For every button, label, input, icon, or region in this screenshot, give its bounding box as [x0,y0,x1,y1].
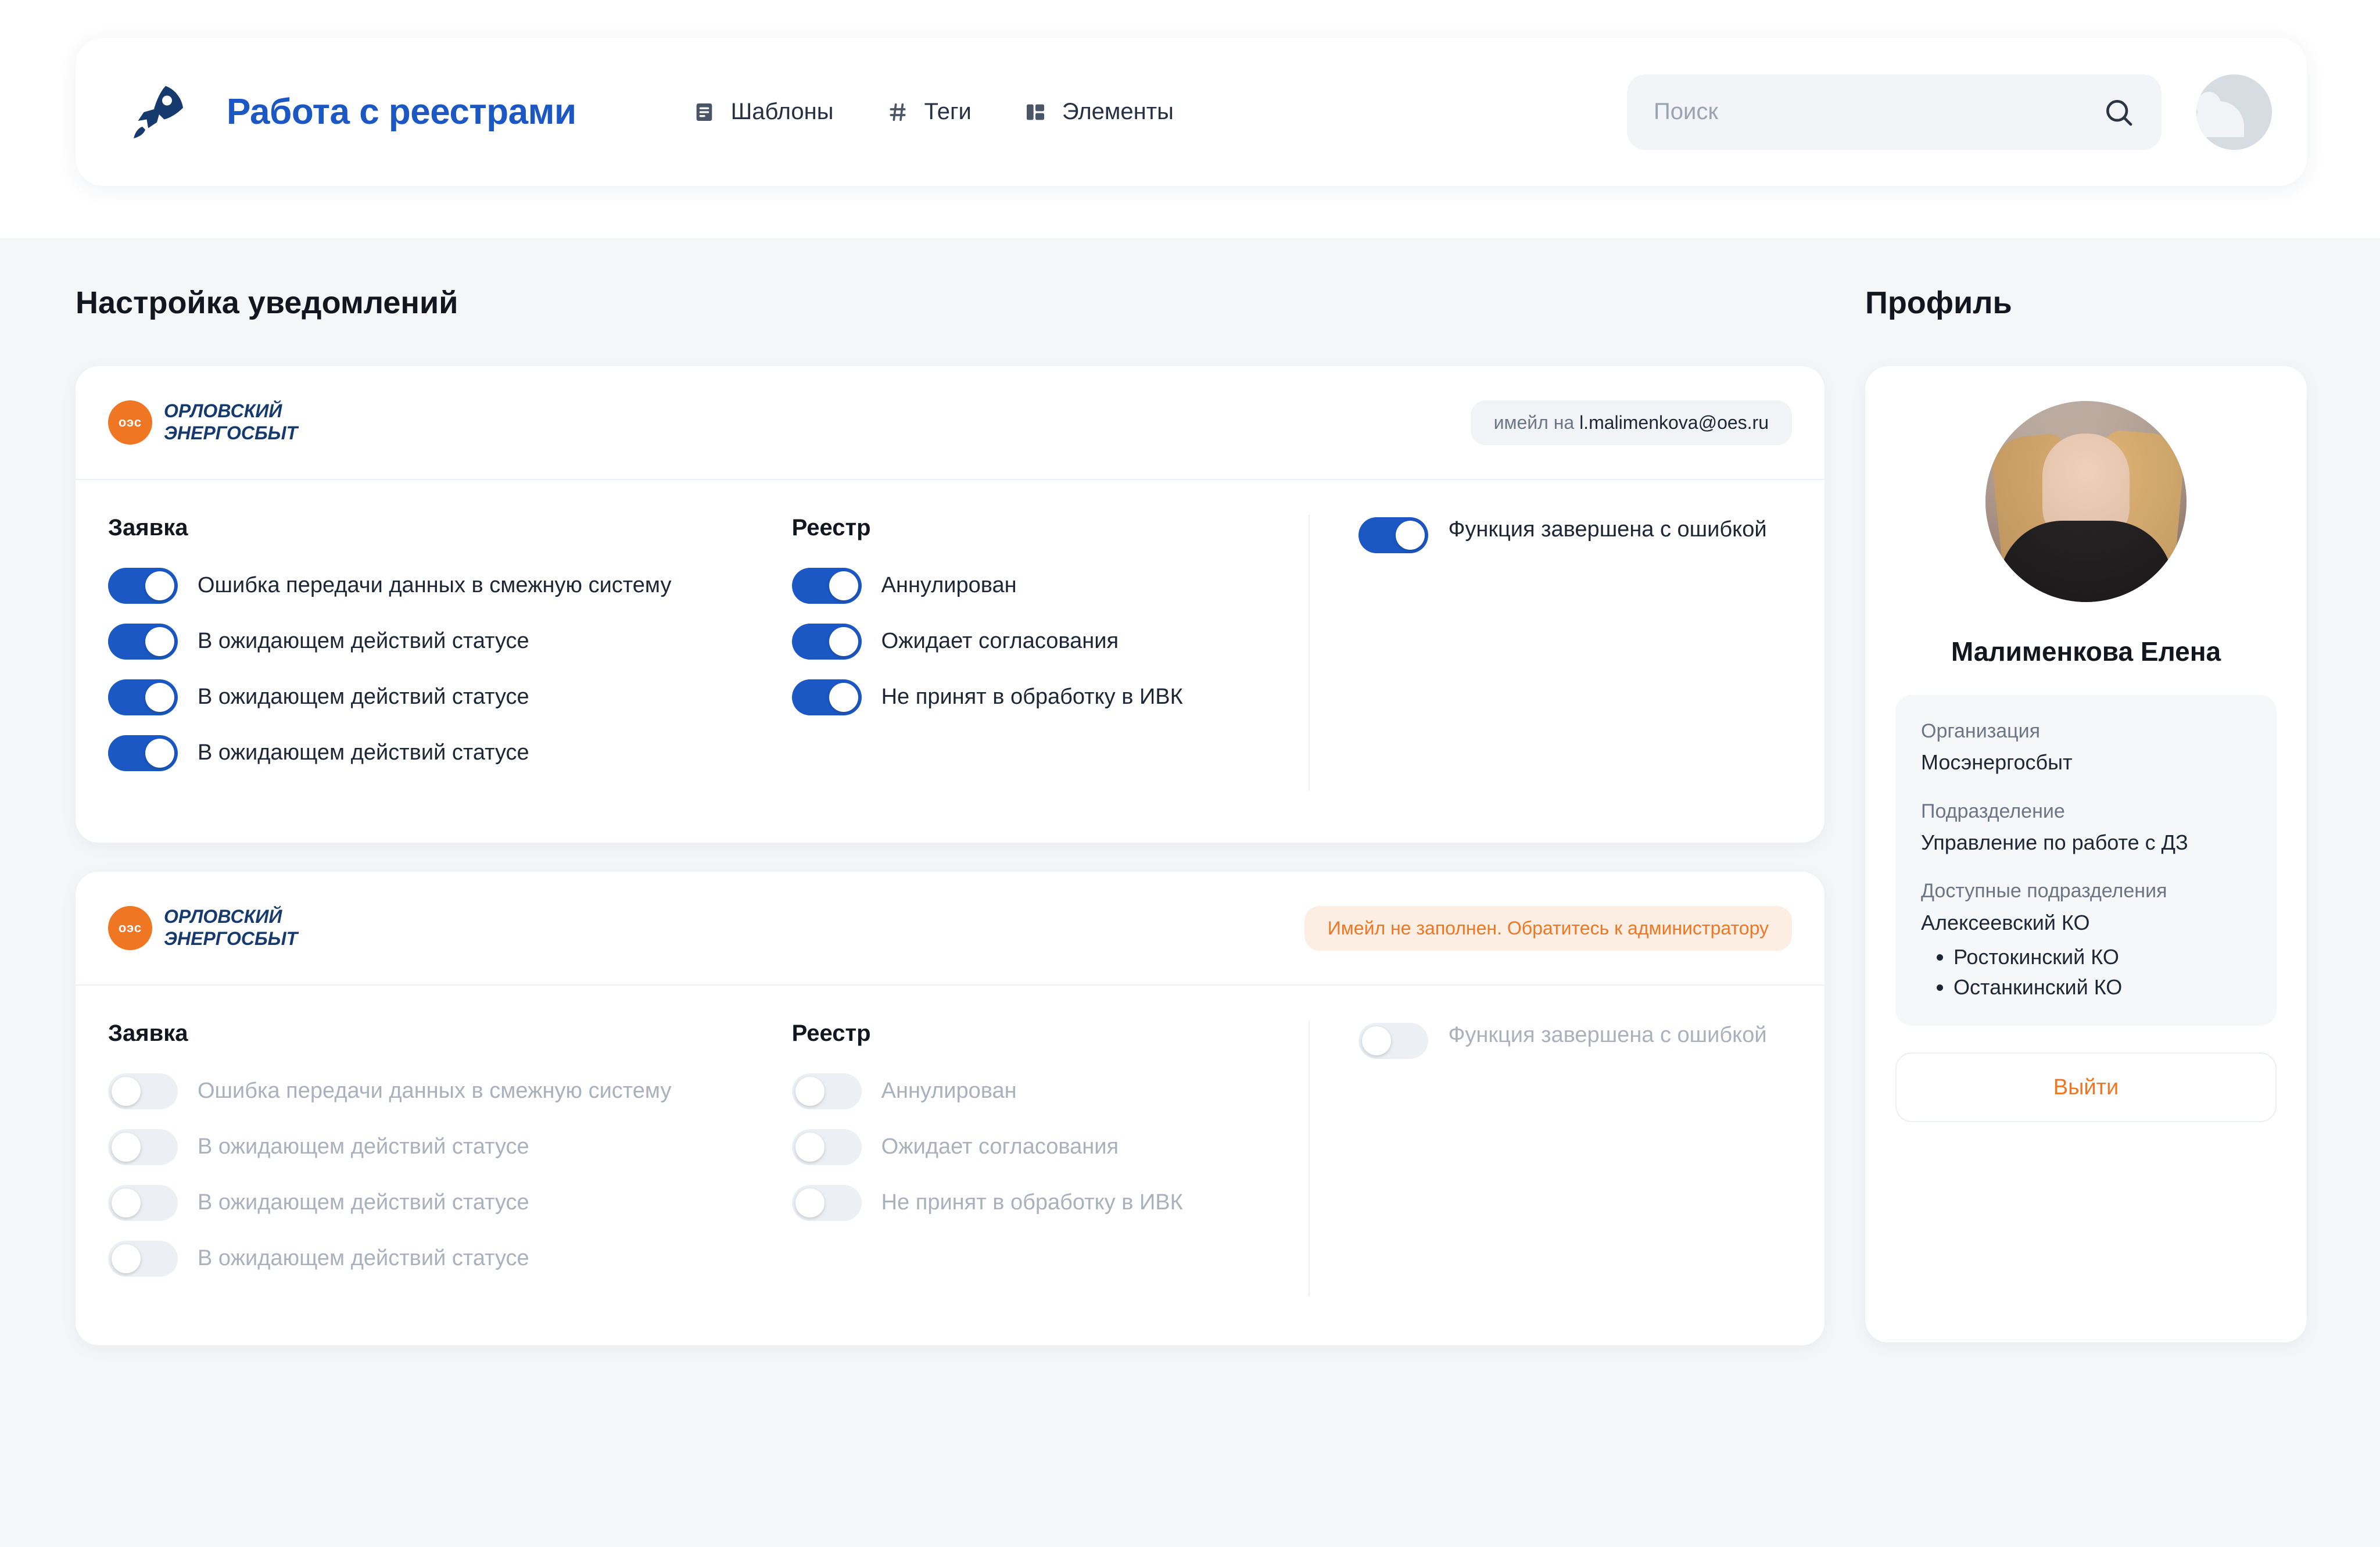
column-registry [792,515,1309,791]
card-header [76,366,1825,480]
profile-organization [1921,718,2251,776]
toggle-label: Ожидает согласования [881,629,1119,654]
toggle-row [108,1073,792,1109]
org-name-line1: ОРЛОВСКИЙ [164,400,282,422]
toggle-row[interactable] [792,624,1309,660]
column-title-registry: Реестр [791,1020,871,1046]
main-nav [693,99,1174,125]
toggle-label: Функция завершена с ошибкой [1448,1023,1767,1047]
toggle-label: Не принят в обработку в ИВК [881,685,1183,710]
page-title: Настройка уведомлений [76,285,458,320]
email-badge [1471,400,1792,445]
toggle-label: В ожидающем действий статусе [198,740,529,765]
toggle-row[interactable] [108,624,792,660]
logout-button[interactable]: Выйти [1895,1052,2277,1122]
toggle-label: Аннулирован [881,1079,1017,1104]
toggle-row [792,1073,1309,1109]
nav-label-tags: Теги [924,99,972,124]
toggle-switch [108,1241,178,1277]
profile-name: Малименкова Елена [1951,636,2221,667]
column-request [108,1020,792,1297]
email-badge-prefix: имейл на [1493,411,1580,433]
rocket-icon [122,77,192,147]
toggle-switch[interactable] [108,735,178,771]
grid-icon [1024,101,1047,124]
toggle-row[interactable] [1359,515,1792,553]
toggle-label: Ошибка передачи данных в смежную систему [198,1079,672,1104]
toggle-row [1359,1020,1792,1059]
toggle-row [792,1129,1309,1165]
available-label: Доступные подразделения [1921,880,2167,903]
toggle-row[interactable] [108,679,792,715]
card-header [76,872,1825,986]
toggle-row[interactable] [108,735,792,771]
toggle-label: Аннулирован [881,573,1017,598]
profile-card [1865,366,2307,1342]
toggle-row [108,1241,792,1277]
column-extra [1309,1020,1792,1297]
toggle-label: В ожидающем действий статусе [198,685,529,710]
organization-value: Мосэнергосбыт [1921,750,2073,775]
brand-title: Работа с реестрами [227,92,576,132]
profile-available-divisions [1921,878,2251,1002]
available-main: Алексеевский КО [1921,910,2090,934]
column-registry [792,1020,1309,1297]
toggle-switch [792,1073,862,1109]
toggle-switch[interactable] [108,624,178,660]
org-logo [108,906,298,950]
profile-title: Профиль [1865,285,2012,320]
toggle-label: Не принят в обработку в ИВК [881,1190,1183,1215]
toggle-switch[interactable] [792,624,862,660]
toggle-switch [1359,1023,1428,1059]
header-bar [76,38,2307,186]
toggle-label: В ожидающем действий статусе [198,1190,529,1215]
profile-info [1895,695,2277,1026]
nav-label-elements: Элементы [1062,99,1174,124]
search-input[interactable] [1654,99,2102,125]
toggle-row [792,1185,1309,1221]
division-label: Подразделение [1921,800,2065,822]
user-avatar-icon[interactable] [2196,74,2272,150]
warning-badge: Имейл не заполнен. Обратитесь к администратору [1304,906,1792,951]
toggle-switch[interactable] [108,568,178,604]
toggle-switch [108,1185,178,1221]
document-icon [693,101,716,124]
toggle-switch[interactable] [1359,517,1428,553]
list-item: • Ростокинский КО [1954,942,2251,972]
org-name-line2: ЭНЕРГОСБЫТ [164,422,298,443]
toggle-switch [792,1129,862,1165]
toggle-row[interactable] [108,568,792,604]
email-badge-value: l.malimenkova@oes.ru [1579,411,1769,433]
toggle-row [108,1185,792,1221]
nav-item-templates[interactable] [693,99,834,125]
toggle-label: В ожидающем действий статусе [198,1246,529,1271]
toggle-label: В ожидающем действий статусе [198,1134,529,1159]
toggle-switch[interactable] [792,679,862,715]
column-title-request: Заявка [108,1020,188,1046]
org-name-line2: ЭНЕРГОСБЫТ [164,928,298,949]
toggle-label: Ошибка передачи данных в смежную систему [198,573,672,598]
oes-mark-icon: оэс [108,400,152,445]
profile-photo [1985,401,2187,602]
column-title-request: Заявка [108,515,188,540]
organization-label: Организация [1921,720,2041,742]
column-extra [1309,515,1792,791]
org-logo [108,400,298,445]
notification-card-disabled [76,872,1825,1345]
hash-icon [886,101,909,124]
division-value: Управление по работе с ДЗ [1921,830,2188,854]
card-body [76,480,1825,791]
card-body [76,986,1825,1297]
search-box[interactable] [1627,74,2162,150]
org-name-line1: ОРЛОВСКИЙ [164,906,282,928]
nav-item-tags[interactable] [886,99,972,125]
oes-mark-icon: оэс [108,906,152,950]
toggle-switch [792,1185,862,1221]
toggle-switch[interactable] [108,679,178,715]
toggle-switch [108,1129,178,1165]
toggle-row[interactable] [792,568,1309,604]
list-item: • Останкинский КО [1954,972,2251,1002]
toggle-row[interactable] [792,679,1309,715]
nav-label-templates: Шаблоны [730,99,834,124]
toggle-row [108,1129,792,1165]
column-title-registry: Реестр [791,515,871,540]
search-icon[interactable] [2102,96,2135,128]
column-request [108,515,792,791]
available-list [1954,942,2251,1002]
profile-division [1921,798,2251,857]
notification-card [76,366,1825,843]
toggle-switch[interactable] [792,568,862,604]
toggle-label: В ожидающем действий статусе [198,629,529,654]
nav-item-elements[interactable] [1024,99,1174,125]
toggle-switch [108,1073,178,1109]
toggle-label: Функция завершена с ошибкой [1448,517,1767,542]
toggle-label: Ожидает согласования [881,1134,1119,1159]
